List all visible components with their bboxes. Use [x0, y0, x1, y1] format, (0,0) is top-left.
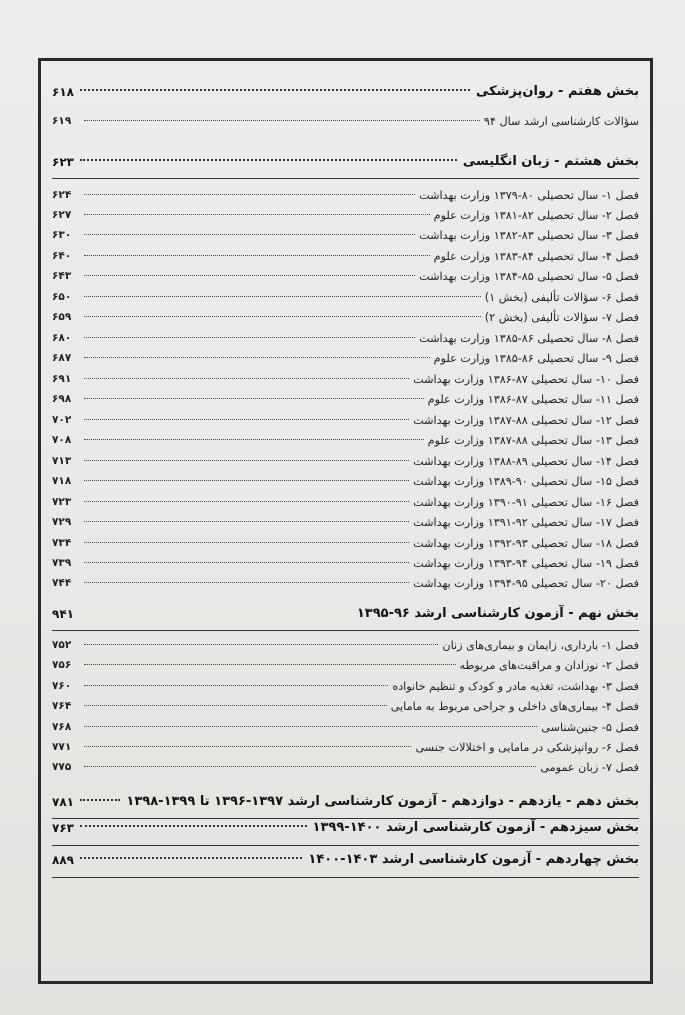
dot-leader — [84, 644, 438, 645]
page-number: ۷۱۳ — [52, 455, 72, 467]
toc-entry — [52, 288, 639, 306]
section-title: بخش چهاردهم - آزمون کارشناسی ارشد ۱۴۰۳-۱۴۰۰ — [308, 852, 639, 867]
dot-leader — [84, 562, 409, 563]
entry-title: فصل ۵- جنین‌شناسی — [541, 720, 639, 734]
section-title: بخش دهم - یازدهم - دوازدهم - آزمون کارشناسی ارشد ۱۳۹۷-۱۳۹۶ تا ۱۳۹۹-۱۳۹۸ — [126, 794, 639, 809]
toc-entry — [52, 574, 639, 592]
toc-entry — [52, 656, 639, 674]
page-number: ۶۲۷ — [52, 209, 72, 221]
toc-entry — [52, 697, 639, 715]
page-number: ۷۶۰ — [52, 680, 72, 692]
entry-title: فصل ۴- سال تحصیلی ۸۴-۱۳۸۳ وزارت علوم — [433, 249, 639, 263]
page-number: ۷۲۳ — [52, 496, 72, 508]
entry-title: فصل ۱۸- سال تحصیلی ۹۳-۱۳۹۲ وزارت بهداشت — [413, 536, 639, 550]
table-of-contents — [40, 58, 651, 978]
entry-title: فصل ۲۰- سال تحصیلی ۹۵-۱۳۹۴ وزارت بهداشت — [413, 576, 639, 590]
page-number: ۷۰۲ — [52, 414, 72, 426]
toc-entry — [52, 636, 639, 654]
dot-leader — [84, 357, 430, 358]
entry-title: فصل ۱۳- سال تحصیلی ۸۸-۱۳۸۷ وزارت علوم — [427, 433, 639, 447]
toc-entry — [52, 247, 639, 265]
dot-leader — [84, 521, 409, 522]
page-number: ۷۷۱ — [52, 741, 72, 753]
page-number: ۷۷۵ — [52, 761, 72, 773]
page-number: ۶۹۸ — [52, 393, 72, 405]
toc-entry — [52, 758, 639, 776]
section-divider — [52, 845, 639, 846]
dot-leader — [84, 766, 536, 767]
section-heading-13 — [52, 820, 639, 835]
dot-leader — [84, 255, 430, 256]
entry-title: فصل ۱۱- سال تحصیلی ۸۷-۱۳۸۶ وزارت علوم — [427, 392, 639, 406]
toc-entry — [52, 390, 639, 408]
page-number: ۷۶۴ — [52, 700, 72, 712]
dot-leader — [84, 726, 537, 727]
section-divider — [52, 630, 639, 631]
entry-title: فصل ۱۹- سال تحصیلی ۹۴-۱۳۹۳ وزارت بهداشت — [413, 556, 639, 570]
section-title: بخش هفتم - روان‌پزشکی — [475, 84, 639, 99]
page-number: ۷۵۶ — [52, 659, 72, 671]
dot-leader — [84, 746, 411, 747]
entry-title: فصل ۱۵- سال تحصیلی ۹۰-۱۳۸۹ وزارت بهداشت — [413, 474, 639, 488]
page-number: ۷۰۸ — [52, 434, 72, 446]
page-number: ۶۱۸ — [52, 84, 74, 99]
section-divider — [52, 818, 639, 819]
toc-entry — [52, 206, 639, 224]
page-number: ۶۲۴ — [52, 189, 72, 201]
dot-leader — [84, 419, 409, 420]
dot-leader — [84, 120, 480, 121]
dot-leader — [84, 460, 409, 461]
dot-leader — [84, 685, 388, 686]
dot-leader — [84, 378, 409, 379]
entry-title: فصل ۷- سؤالات تألیفی (بخش ۲) — [484, 310, 639, 324]
page-number: ۶۵۹ — [52, 311, 72, 323]
page-number: ۷۴۴ — [52, 577, 72, 589]
toc-entry — [52, 349, 639, 367]
entry-title: فصل ۱۰- سال تحصیلی ۸۷-۱۳۸۶ وزارت بهداشت — [413, 372, 639, 386]
dot-leader — [84, 398, 424, 399]
page-number: ۷۶۸ — [52, 721, 72, 733]
toc-entry — [52, 370, 639, 388]
page-number: ۶۹۱ — [52, 373, 72, 385]
dot-leader — [84, 316, 481, 317]
toc-entry — [52, 226, 639, 244]
toc-entry — [52, 329, 639, 347]
toc-entry — [52, 267, 639, 285]
entry-title: فصل ۲- نوزادان و مراقبت‌های مربوطه — [459, 658, 639, 672]
page-number: ۶۲۳ — [52, 154, 74, 169]
entry-title: فصل ۵- سال تحصیلی ۸۵-۱۳۸۴ وزارت بهداشت — [419, 269, 639, 283]
entry-title: فصل ۸- سال تحصیلی ۸۶-۱۳۸۵ وزارت بهداشت — [419, 331, 639, 345]
toc-entry — [52, 513, 639, 531]
entry-title: سؤالات کارشناسی ارشد سال ۹۴ — [483, 114, 639, 128]
page-number: ۶۸۰ — [52, 332, 72, 344]
toc-entry — [52, 677, 639, 695]
entry-title: فصل ۱- بارداری، زایمان و بیماری‌های زنان — [442, 638, 639, 652]
section-heading-7 — [52, 84, 639, 99]
entry-title: فصل ۳- سال تحصیلی ۸۳-۱۳۸۲ وزارت بهداشت — [419, 228, 639, 242]
page-number: ۷۱۸ — [52, 475, 72, 487]
toc-entry — [52, 186, 639, 204]
dot-leader — [84, 501, 409, 502]
dot-leader — [84, 296, 481, 297]
page-number: ۹۴۱ — [52, 606, 74, 621]
dot-leader — [84, 275, 415, 276]
dot-leader — [84, 194, 415, 195]
dot-leader — [84, 214, 430, 215]
dot-leader — [84, 582, 409, 583]
entry-title: فصل ۶- روانپزشکی در مامایی و اختلالات جنسی — [415, 740, 639, 754]
entry-title: فصل ۶- سؤالات تألیفی (بخش ۱) — [484, 290, 639, 304]
entry-title: فصل ۲- سال تحصیلی ۸۲-۱۳۸۱ وزارت علوم — [433, 208, 639, 222]
section-title: بخش نهم - آزمون کارشناسی ارشد ۹۶-۱۳۹۵ — [356, 606, 639, 621]
dot-leader — [84, 705, 387, 706]
toc-entry — [52, 112, 639, 130]
entry-title: فصل ۱۶- سال تحصیلی ۹۱-۱۳۹۰ وزارت بهداشت — [413, 495, 639, 509]
entry-title: فصل ۷- زبان عمومی — [540, 760, 639, 774]
toc-entry — [52, 308, 639, 326]
dot-leader — [84, 542, 409, 543]
page-number: ۶۴۰ — [52, 250, 72, 262]
toc-entry — [52, 554, 639, 572]
page-number: ۶۸۷ — [52, 352, 72, 364]
page-number: ۶۵۰ — [52, 291, 72, 303]
entry-title: فصل ۴- بیماری‌های داخلی و جراحی مربوط به مامایی — [390, 699, 639, 713]
toc-entry — [52, 534, 639, 552]
dot-leader — [80, 857, 302, 859]
section-heading-10 — [52, 794, 639, 809]
page-number: ۷۳۹ — [52, 557, 72, 569]
toc-entry — [52, 493, 639, 511]
dot-leader — [80, 825, 307, 827]
section-divider — [52, 178, 639, 179]
dot-leader — [84, 439, 424, 440]
toc-entry — [52, 472, 639, 490]
dot-leader — [80, 89, 470, 91]
toc-entry — [52, 431, 639, 449]
page-number: ۷۳۴ — [52, 537, 72, 549]
section-heading-8 — [52, 154, 639, 169]
entry-title: فصل ۱۷- سال تحصیلی ۹۲-۱۳۹۱ وزارت بهداشت — [413, 515, 639, 529]
section-heading-14 — [52, 852, 639, 867]
page-number: ۸۸۹ — [52, 852, 74, 867]
entry-title: فصل ۹- سال تحصیلی ۸۶-۱۳۸۵ وزارت علوم — [433, 351, 639, 365]
section-divider — [52, 877, 639, 878]
dot-leader — [80, 799, 120, 801]
page-number: ۶۴۳ — [52, 270, 72, 282]
entry-title: فصل ۱۴- سال تحصیلی ۸۹-۱۳۸۸ وزارت بهداشت — [413, 454, 639, 468]
page-number: ۷۵۲ — [52, 639, 72, 651]
entry-title: فصل ۳- بهداشت، تغذیه مادر و کودک و تنظیم خانواده — [392, 679, 639, 693]
section-title: بخش سیزدهم - آزمون کارشناسی ارشد ۱۴۰۰-۱۳۹۹ — [312, 820, 639, 835]
toc-entry — [52, 411, 639, 429]
page-number: ۷۲۹ — [52, 516, 72, 528]
entry-title: فصل ۱۲- سال تحصیلی ۸۸-۱۳۸۷ وزارت بهداشت — [413, 413, 639, 427]
page-number: ۷۸۱ — [52, 794, 74, 809]
dot-leader — [80, 159, 457, 161]
toc-entry — [52, 718, 639, 736]
dot-leader — [84, 337, 415, 338]
page-number: ۶۱۹ — [52, 115, 72, 127]
toc-entry — [52, 738, 639, 756]
toc-entry — [52, 452, 639, 470]
dot-leader — [84, 480, 409, 481]
dot-leader — [84, 664, 456, 665]
section-title: بخش هشتم - زبان انگلیسی — [462, 154, 639, 169]
dot-leader — [84, 234, 415, 235]
entry-title: فصل ۱- سال تحصیلی ۸۰-۱۳۷۹ وزارت بهداشت — [419, 188, 639, 202]
page-number: ۶۳۰ — [52, 229, 72, 241]
page-number: ۷۶۳ — [52, 820, 74, 835]
section-heading-9 — [52, 606, 639, 621]
